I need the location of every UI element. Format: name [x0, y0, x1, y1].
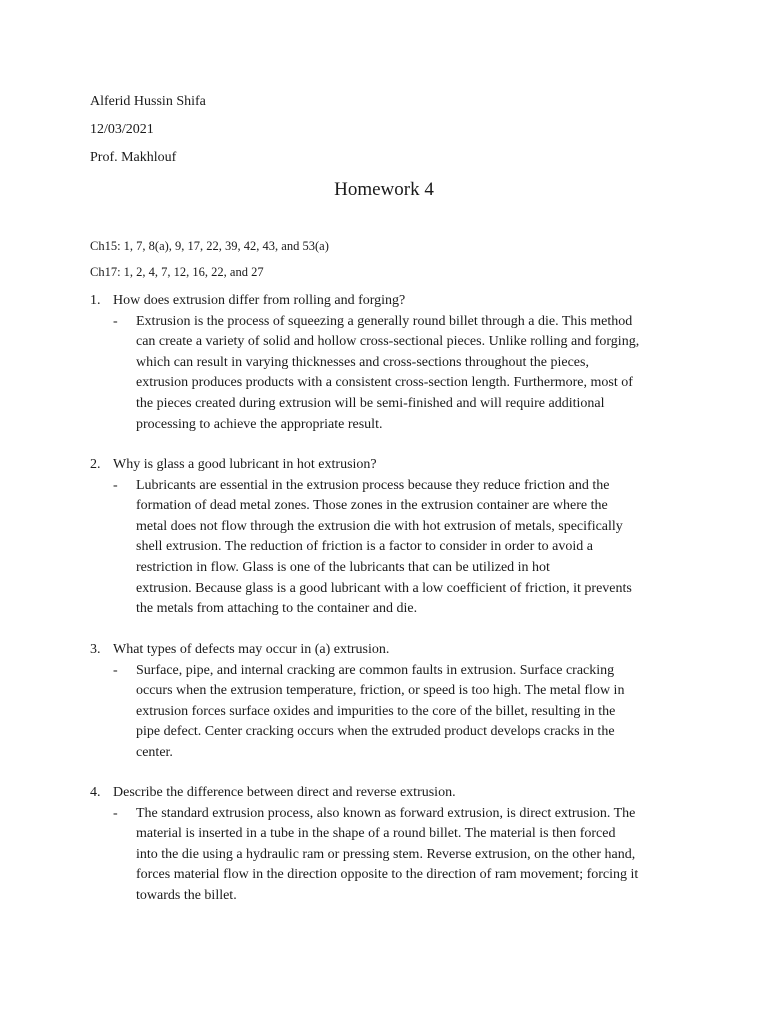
question-text: Describe the difference between direct and reverse extrusion.: [113, 785, 456, 800]
question-heading: [90, 291, 690, 312]
professor-name: Prof. Makhlouf: [90, 150, 177, 165]
answer-bullet: -: [113, 662, 118, 678]
answer-bullet: -: [113, 477, 118, 493]
author-name: Alferid Hussin Shifa: [90, 94, 206, 109]
question-number: 3.: [90, 642, 101, 657]
chapter-assignment-ch17: Ch17: 1, 2, 4, 7, 12, 16, 22, and 27: [90, 265, 264, 279]
answer-line: extrusion. Because glass is a good lubricant with a low coefficient of friction, it prevents: [136, 580, 632, 596]
question-text: How does extrusion differ from rolling and forging?: [113, 293, 406, 308]
date: 12/03/2021: [90, 122, 154, 137]
answer: [113, 476, 690, 620]
answer: [113, 661, 690, 764]
answer-line: metal does not flow through the extrusion die with hot extrusion of metals, specifically: [136, 518, 623, 534]
answer-text: [136, 312, 690, 436]
answer-line: shell extrusion. The reduction of friction is a factor to consider in order to avoid a: [136, 539, 593, 555]
answer-line: processing to achieve the appropriate result.: [136, 416, 383, 432]
answer-text: [136, 476, 690, 620]
answer-line: Surface, pipe, and internal cracking are common faults in extrusion. Surface cracking: [136, 662, 615, 678]
question-text: Why is glass a good lubricant in hot extrusion?: [113, 457, 377, 472]
answer-line: occurs when the extrusion temperature, friction, or speed is too high. The metal flow in: [136, 683, 625, 699]
question-number: 2.: [90, 457, 101, 472]
answer: [113, 804, 690, 907]
answer-line: restriction in flow. Glass is one of the lubricants that can be utilized in hot: [136, 559, 550, 575]
answer-text: [136, 661, 690, 764]
answer: [113, 312, 690, 436]
question-heading: [90, 783, 690, 804]
question-number: 4.: [90, 785, 101, 800]
answer-line: material is inserted in a tube in the shape of a round billet. The material is then forced: [136, 826, 616, 842]
answer-line: pipe defect. Center cracking occurs when the extruded product develops cracks in the: [136, 724, 615, 740]
answer-bullet: -: [113, 805, 118, 821]
question-1: [90, 291, 690, 435]
answer-line: extrusion forces surface oxides and impurities to the core of the billet, resulting in the: [136, 703, 616, 719]
answer-line: the metals from attaching to the container and die.: [136, 601, 418, 617]
page-title: Homework 4: [334, 179, 434, 200]
answer-line: the pieces created during extrusion will be semi-finished and will require additional: [136, 395, 605, 411]
answer-text: [136, 804, 690, 907]
answer-line: Extrusion is the process of squeezing a generally round billet through a die. This method: [136, 313, 633, 329]
answer-line: which can result in varying thicknesses and cross-sections throughout the pieces,: [136, 354, 589, 370]
answer-line: towards the billet.: [136, 887, 237, 903]
question-2: [90, 455, 690, 620]
question-4: [90, 783, 690, 907]
answer-line: can create a variety of solid and hollow cross-sectional pieces. Unlike rolling and forging,: [136, 334, 640, 350]
question-heading: [90, 455, 690, 476]
answer-line: into the die using a hydraulic ram or pressing stem. Reverse extrusion, on the other hand,: [136, 846, 636, 862]
question-number: 1.: [90, 293, 101, 308]
question-text: What types of defects may occur in (a) extrusion.: [113, 642, 390, 657]
question-3: [90, 640, 690, 764]
answer-line: Lubricants are essential in the extrusion process because they reduce friction and the: [136, 477, 610, 493]
answer-line: extrusion produces products with a consistent cross-section length. Furthermore, most of: [136, 375, 633, 391]
answer-line: forces material flow in the direction opposite to the direction of ram movement; forcing it: [136, 867, 639, 883]
chapter-assignment-ch15: Ch15: 1, 7, 8(a), 9, 17, 22, 39, 42, 43, and 53(a): [90, 239, 329, 253]
answer-line: center.: [136, 744, 173, 760]
answer-line: The standard extrusion process, also known as forward extrusion, is direct extrusion. The: [136, 805, 636, 821]
question-heading: [90, 640, 690, 661]
answer-bullet: -: [113, 313, 118, 329]
answer-line: formation of dead metal zones. Those zones in the extrusion container are where the: [136, 498, 608, 514]
